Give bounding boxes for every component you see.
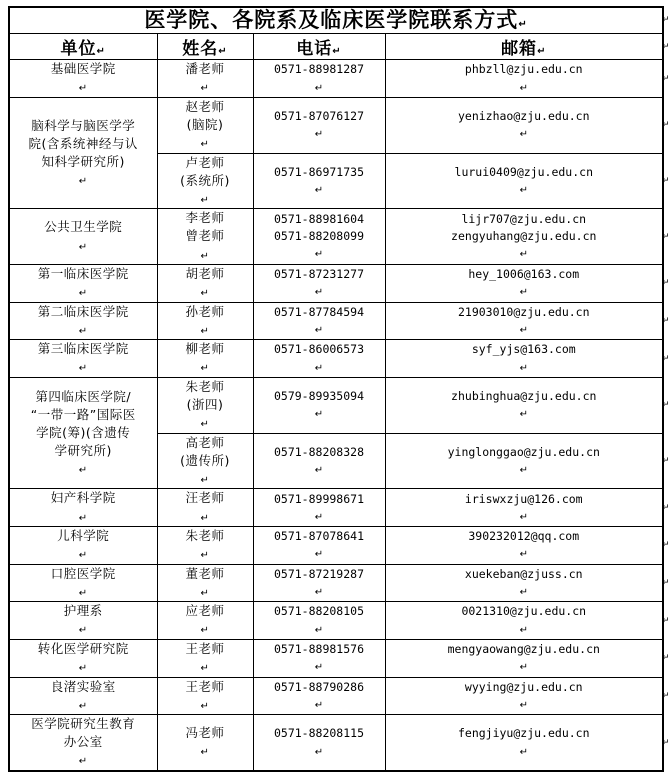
- pilcrow-icon: ↵: [200, 363, 210, 375]
- pilcrow-icon: ↵: [200, 419, 210, 431]
- pilcrow-icon: ↵: [519, 409, 528, 421]
- pilcrow-icon: ↵: [519, 249, 528, 261]
- table-row: [9, 265, 663, 303]
- cell-unit: [9, 97, 157, 209]
- cell-phone: [253, 340, 385, 378]
- cell-name-line: 孙老师: [185, 303, 225, 319]
- cell-name: [157, 97, 253, 153]
- cell-name-line: 冯老师: [185, 725, 225, 741]
- table-title-row: [9, 7, 663, 34]
- cell-unit-line: 第二临床医学院: [37, 303, 129, 319]
- cell-email-line: lijr707@zju.edu.cn: [461, 211, 587, 226]
- pilcrow-icon: ↵: [200, 587, 210, 599]
- pilcrow-icon: ↵: [78, 241, 88, 253]
- cell-email-line: lurui0409@zju.edu.cn: [454, 164, 593, 179]
- pilcrow-icon: ↵: [78, 325, 88, 337]
- cell-phone: [253, 489, 385, 527]
- pilcrow-icon: ↵: [314, 465, 324, 477]
- cell-unit-line: 公共卫生学院: [44, 219, 123, 235]
- paragraph-mark-icon: ↵: [662, 614, 670, 625]
- cell-email-line: syf_yjs@163.com: [471, 342, 576, 357]
- cell-phone-line: 0571-88790286: [273, 679, 364, 694]
- table-row: [9, 97, 663, 153]
- table-row: [9, 715, 663, 771]
- cell-name: [157, 564, 253, 602]
- cell-phone-line: 0571-88208099: [273, 229, 364, 244]
- cell-unit-line: “一带一路”国际医: [30, 406, 136, 422]
- pilcrow-icon: ↵: [314, 587, 324, 598]
- cell-name: [157, 265, 253, 303]
- cell-email-line: 21903010@zju.edu.cn: [457, 304, 590, 319]
- paragraph-mark-icon: ↵: [662, 40, 670, 51]
- cell-unit-line: 第三临床医学院: [37, 341, 129, 357]
- column-header-unit-label: 单位: [60, 39, 97, 60]
- pilcrow-icon: ↵: [518, 19, 528, 30]
- cell-name-line: 曾老师: [185, 228, 225, 244]
- pilcrow-icon: ↵: [78, 512, 88, 524]
- pilcrow-icon: ↵: [200, 194, 210, 206]
- cell-email-line: phbzll@zju.edu.cn: [464, 62, 583, 77]
- cell-name-line: 王老师: [185, 678, 225, 694]
- table-header-row: [9, 34, 663, 60]
- paragraph-mark-icon: ↵: [662, 72, 670, 83]
- cell-name-line: (浙四): [186, 397, 224, 413]
- pilcrow-icon: ↵: [314, 82, 324, 94]
- cell-unit-line: 脑科学与脑医学学: [31, 117, 136, 133]
- pilcrow-icon: ↵: [78, 756, 88, 768]
- cell-phone-line: 0571-88208328: [273, 444, 364, 459]
- cell-email: [385, 527, 663, 565]
- cell-email: [385, 153, 663, 209]
- pilcrow-icon: ↵: [200, 625, 210, 637]
- cell-unit-line: 护理系: [63, 603, 103, 619]
- cell-unit-line: 良渚实验室: [50, 678, 116, 694]
- cell-email-line: iriswxzju@126.com: [464, 491, 583, 506]
- cell-unit-line: 第四临床医学院/: [35, 388, 132, 404]
- pilcrow-icon: ↵: [314, 249, 324, 261]
- cell-email-line: yenizhao@zju.edu.cn: [457, 108, 590, 123]
- cell-name: [157, 527, 253, 565]
- cell-email-line: xuekeban@zjuss.cn: [464, 566, 583, 581]
- pilcrow-icon: ↵: [314, 662, 324, 674]
- pilcrow-icon: ↵: [519, 465, 528, 477]
- cell-name-line: 赵老师: [185, 98, 225, 114]
- pilcrow-icon: ↵: [200, 288, 210, 300]
- cell-name-line: 胡老师: [185, 266, 225, 282]
- paragraph-mark-icon: ↵: [662, 652, 670, 663]
- cell-unit-line: 办公室: [63, 734, 103, 750]
- cell-unit: [9, 602, 157, 640]
- cell-name: [157, 715, 253, 771]
- table-row: [9, 209, 663, 265]
- pilcrow-icon: ↵: [519, 549, 528, 561]
- cell-phone: [253, 209, 385, 265]
- cell-name-line: (脑院): [186, 116, 224, 132]
- cell-email-line: yinglonggao@zju.edu.cn: [447, 444, 600, 459]
- pilcrow-icon: ↵: [200, 139, 210, 151]
- cell-name-line: 李老师: [185, 210, 225, 226]
- paragraph-mark-icon: ↵: [662, 539, 670, 550]
- table-row: [9, 340, 663, 378]
- pilcrow-icon: ↵: [96, 46, 106, 58]
- cell-name-line: 潘老师: [185, 61, 225, 77]
- cell-email-line: zhubinghua@zju.edu.cn: [451, 389, 597, 404]
- cell-phone-line: 0571-88981604: [273, 211, 364, 226]
- pilcrow-icon: ↵: [519, 662, 528, 674]
- cell-unit: [9, 209, 157, 265]
- paragraph-mark-icon: ↵: [662, 689, 670, 700]
- cell-phone-line: 0571-87219287: [273, 566, 364, 581]
- column-header-name-label: 姓名: [182, 39, 219, 60]
- cell-unit-line: 院(含系统神经与认: [28, 135, 138, 151]
- pilcrow-icon: ↵: [519, 129, 528, 141]
- pilcrow-icon: ↵: [314, 287, 324, 299]
- pilcrow-icon: ↵: [78, 663, 88, 675]
- cell-unit: [9, 265, 157, 303]
- cell-email-line: 0021310@zju.edu.cn: [461, 604, 587, 619]
- cell-phone-line: 0571-88981287: [273, 62, 364, 77]
- cell-phone-line: 0571-87784594: [273, 304, 364, 319]
- table-row: [9, 639, 663, 677]
- pilcrow-icon: ↵: [200, 550, 210, 562]
- cell-phone-line: 0579-89935094: [273, 389, 364, 404]
- cell-phone: [253, 97, 385, 153]
- table-row: [9, 489, 663, 527]
- paragraph-mark-icon: ↵: [662, 577, 670, 587]
- cell-unit: [9, 377, 157, 489]
- pilcrow-icon: ↵: [78, 700, 88, 712]
- column-header-phone: [253, 34, 385, 60]
- cell-phone: [253, 677, 385, 715]
- column-header-name: [157, 34, 253, 60]
- document-title: [9, 7, 663, 34]
- column-header-email: [385, 34, 663, 60]
- cell-phone-line: 0571-86006573: [273, 342, 364, 357]
- cell-email: [385, 433, 663, 489]
- cell-name: [157, 433, 253, 489]
- pilcrow-icon: ↵: [200, 325, 210, 337]
- cell-email: [385, 639, 663, 677]
- cell-email: [385, 602, 663, 640]
- cell-unit-line: 学院(筹)(含遗传: [36, 424, 131, 440]
- cell-name-line: (系统所): [180, 172, 230, 188]
- cell-name-line: 朱老师: [185, 378, 225, 394]
- cell-phone: [253, 715, 385, 771]
- cell-email: [385, 489, 663, 527]
- pilcrow-icon: ↵: [314, 746, 324, 758]
- pilcrow-icon: ↵: [332, 46, 342, 58]
- cell-email: [385, 97, 663, 153]
- cell-unit: [9, 677, 157, 715]
- pilcrow-icon: ↵: [78, 288, 88, 300]
- pilcrow-icon: ↵: [78, 625, 88, 637]
- table-row: [9, 527, 663, 565]
- document-title-text: 医学院、各院系及临床医学院联系方式: [144, 8, 519, 32]
- cell-phone: [253, 265, 385, 303]
- cell-name-line: 王老师: [185, 640, 225, 656]
- paragraph-mark-icon: ↵: [662, 14, 670, 25]
- cell-name-line: 汪老师: [185, 490, 225, 506]
- cell-name: [157, 377, 253, 433]
- pilcrow-icon: ↵: [314, 184, 324, 196]
- cell-phone-line: 0571-88208105: [273, 604, 364, 619]
- cell-email: [385, 377, 663, 433]
- pilcrow-icon: ↵: [78, 176, 88, 187]
- cell-phone: [253, 639, 385, 677]
- table-row: [9, 60, 663, 98]
- pilcrow-icon: ↵: [519, 624, 528, 636]
- cell-phone-line: 0571-89998671: [273, 491, 364, 506]
- cell-unit-line: 转化医学研究院: [37, 640, 129, 656]
- pilcrow-icon: ↵: [200, 474, 210, 486]
- cell-name: [157, 209, 253, 265]
- paragraph-mark-icon: ↵: [662, 230, 670, 241]
- paragraph-mark-icon: ↵: [662, 352, 670, 363]
- cell-name: [157, 153, 253, 209]
- cell-name-line: 高老师: [185, 434, 225, 450]
- pilcrow-icon: ↵: [519, 587, 528, 598]
- cell-unit-line: 妇产科学院: [50, 490, 116, 506]
- cell-email: [385, 340, 663, 378]
- cell-unit: [9, 639, 157, 677]
- cell-unit-line: 医学院研究生教育: [31, 716, 136, 732]
- cell-unit-line: 口腔医学院: [50, 565, 116, 581]
- paragraph-mark-icon: ↵: [662, 736, 670, 747]
- cell-phone: [253, 433, 385, 489]
- pilcrow-icon: ↵: [314, 549, 324, 561]
- cell-name: [157, 677, 253, 715]
- cell-phone-line: 0571-86971735: [273, 164, 364, 179]
- cell-phone: [253, 377, 385, 433]
- pilcrow-icon: ↵: [218, 46, 228, 58]
- cell-unit: [9, 527, 157, 565]
- pilcrow-icon: ↵: [519, 362, 528, 374]
- pilcrow-icon: ↵: [519, 287, 528, 299]
- table-row: [9, 302, 663, 340]
- pilcrow-icon: ↵: [519, 82, 528, 94]
- pilcrow-icon: ↵: [519, 699, 528, 711]
- paragraph-mark-icon: ↵: [662, 315, 670, 325]
- cell-phone: [253, 527, 385, 565]
- cell-email-line: mengyaowang@zju.edu.cn: [447, 642, 600, 656]
- cell-email: [385, 209, 663, 265]
- cell-email: [385, 60, 663, 98]
- table-row: [9, 377, 663, 433]
- cell-email-line: zengyuhang@zju.edu.cn: [451, 229, 597, 244]
- pilcrow-icon: ↵: [519, 184, 528, 196]
- cell-unit-line: 知科学研究所): [41, 153, 125, 169]
- cell-name: [157, 602, 253, 640]
- pilcrow-icon: ↵: [537, 46, 547, 58]
- cell-email: [385, 302, 663, 340]
- pilcrow-icon: ↵: [200, 700, 210, 712]
- cell-unit: [9, 564, 157, 602]
- table-row: [9, 564, 663, 602]
- cell-phone-line: 0571-87076127: [273, 108, 364, 123]
- pilcrow-icon: ↵: [314, 129, 324, 141]
- cell-name-line: 董老师: [185, 565, 225, 581]
- cell-unit: [9, 60, 157, 98]
- cell-phone-line: 0571-88981576: [273, 642, 364, 656]
- cell-email-line: fengjiyu@zju.edu.cn: [457, 726, 590, 741]
- table-body: [9, 7, 663, 771]
- pilcrow-icon: ↵: [200, 512, 210, 524]
- cell-email-line: hey_1006@163.com: [468, 267, 580, 282]
- cell-unit-line: 学研究所): [54, 443, 112, 459]
- pilcrow-icon: ↵: [200, 83, 210, 95]
- cell-unit: [9, 715, 157, 771]
- pilcrow-icon: ↵: [314, 325, 324, 336]
- cell-name: [157, 489, 253, 527]
- cell-phone-line: 0571-88208115: [273, 726, 364, 741]
- cell-name: [157, 302, 253, 340]
- pilcrow-icon: ↵: [314, 699, 324, 711]
- cell-unit-line: 儿科学院: [57, 528, 110, 544]
- pilcrow-icon: ↵: [78, 83, 88, 95]
- cell-unit-line: 基础医学院: [50, 61, 116, 77]
- pilcrow-icon: ↵: [78, 363, 88, 375]
- cell-phone: [253, 602, 385, 640]
- paragraph-mark-icon: ↵: [662, 277, 670, 288]
- cell-phone-line: 0571-87078641: [273, 529, 364, 544]
- pilcrow-icon: ↵: [200, 663, 210, 675]
- cell-email-line: wyying@zju.edu.cn: [464, 679, 583, 694]
- paragraph-mark-icon: ↵: [662, 174, 670, 185]
- cell-phone-line: 0571-87231277: [273, 267, 364, 282]
- pilcrow-icon: ↵: [314, 624, 324, 636]
- contacts-table: [8, 6, 664, 772]
- pilcrow-icon: ↵: [519, 746, 528, 758]
- pilcrow-icon: ↵: [314, 511, 324, 523]
- cell-phone: [253, 302, 385, 340]
- table-row: [9, 677, 663, 715]
- cell-email-line: 390232012@qq.com: [468, 529, 580, 544]
- cell-phone: [253, 153, 385, 209]
- pilcrow-icon: ↵: [78, 465, 88, 477]
- pilcrow-icon: ↵: [519, 325, 528, 336]
- cell-name-line: (遗传所): [180, 452, 230, 468]
- cell-phone: [253, 60, 385, 98]
- cell-name-line: 应老师: [185, 603, 225, 619]
- cell-unit-line: 第一临床医学院: [37, 266, 129, 282]
- cell-email: [385, 564, 663, 602]
- pilcrow-icon: ↵: [314, 362, 324, 374]
- paragraph-mark-icon: ↵: [662, 399, 670, 410]
- cell-phone: [253, 564, 385, 602]
- paragraph-mark-icon: ↵: [662, 501, 670, 512]
- pilcrow-icon: ↵: [200, 747, 210, 759]
- cell-name: [157, 340, 253, 378]
- cell-unit: [9, 489, 157, 527]
- cell-email: [385, 265, 663, 303]
- cell-name-line: 卢老师: [185, 154, 225, 170]
- column-header-unit: [9, 34, 157, 60]
- cell-name: [157, 639, 253, 677]
- pilcrow-icon: ↵: [519, 511, 528, 523]
- cell-name: [157, 60, 253, 98]
- cell-unit: [9, 302, 157, 340]
- column-header-phone-label: 电话: [296, 39, 333, 60]
- column-header-email-label: 邮箱: [501, 39, 538, 60]
- table-row: [9, 602, 663, 640]
- pilcrow-icon: ↵: [78, 587, 88, 599]
- pilcrow-icon: ↵: [314, 409, 324, 421]
- cell-email: [385, 715, 663, 771]
- pilcrow-icon: ↵: [200, 250, 210, 262]
- paragraph-mark-icon: ↵: [662, 119, 670, 130]
- cell-unit: [9, 340, 157, 378]
- pilcrow-icon: ↵: [78, 550, 88, 562]
- cell-name-line: 柳老师: [185, 341, 225, 357]
- cell-name-line: 朱老师: [185, 528, 225, 544]
- paragraph-mark-icon: ↵: [662, 455, 670, 466]
- cell-email: [385, 677, 663, 715]
